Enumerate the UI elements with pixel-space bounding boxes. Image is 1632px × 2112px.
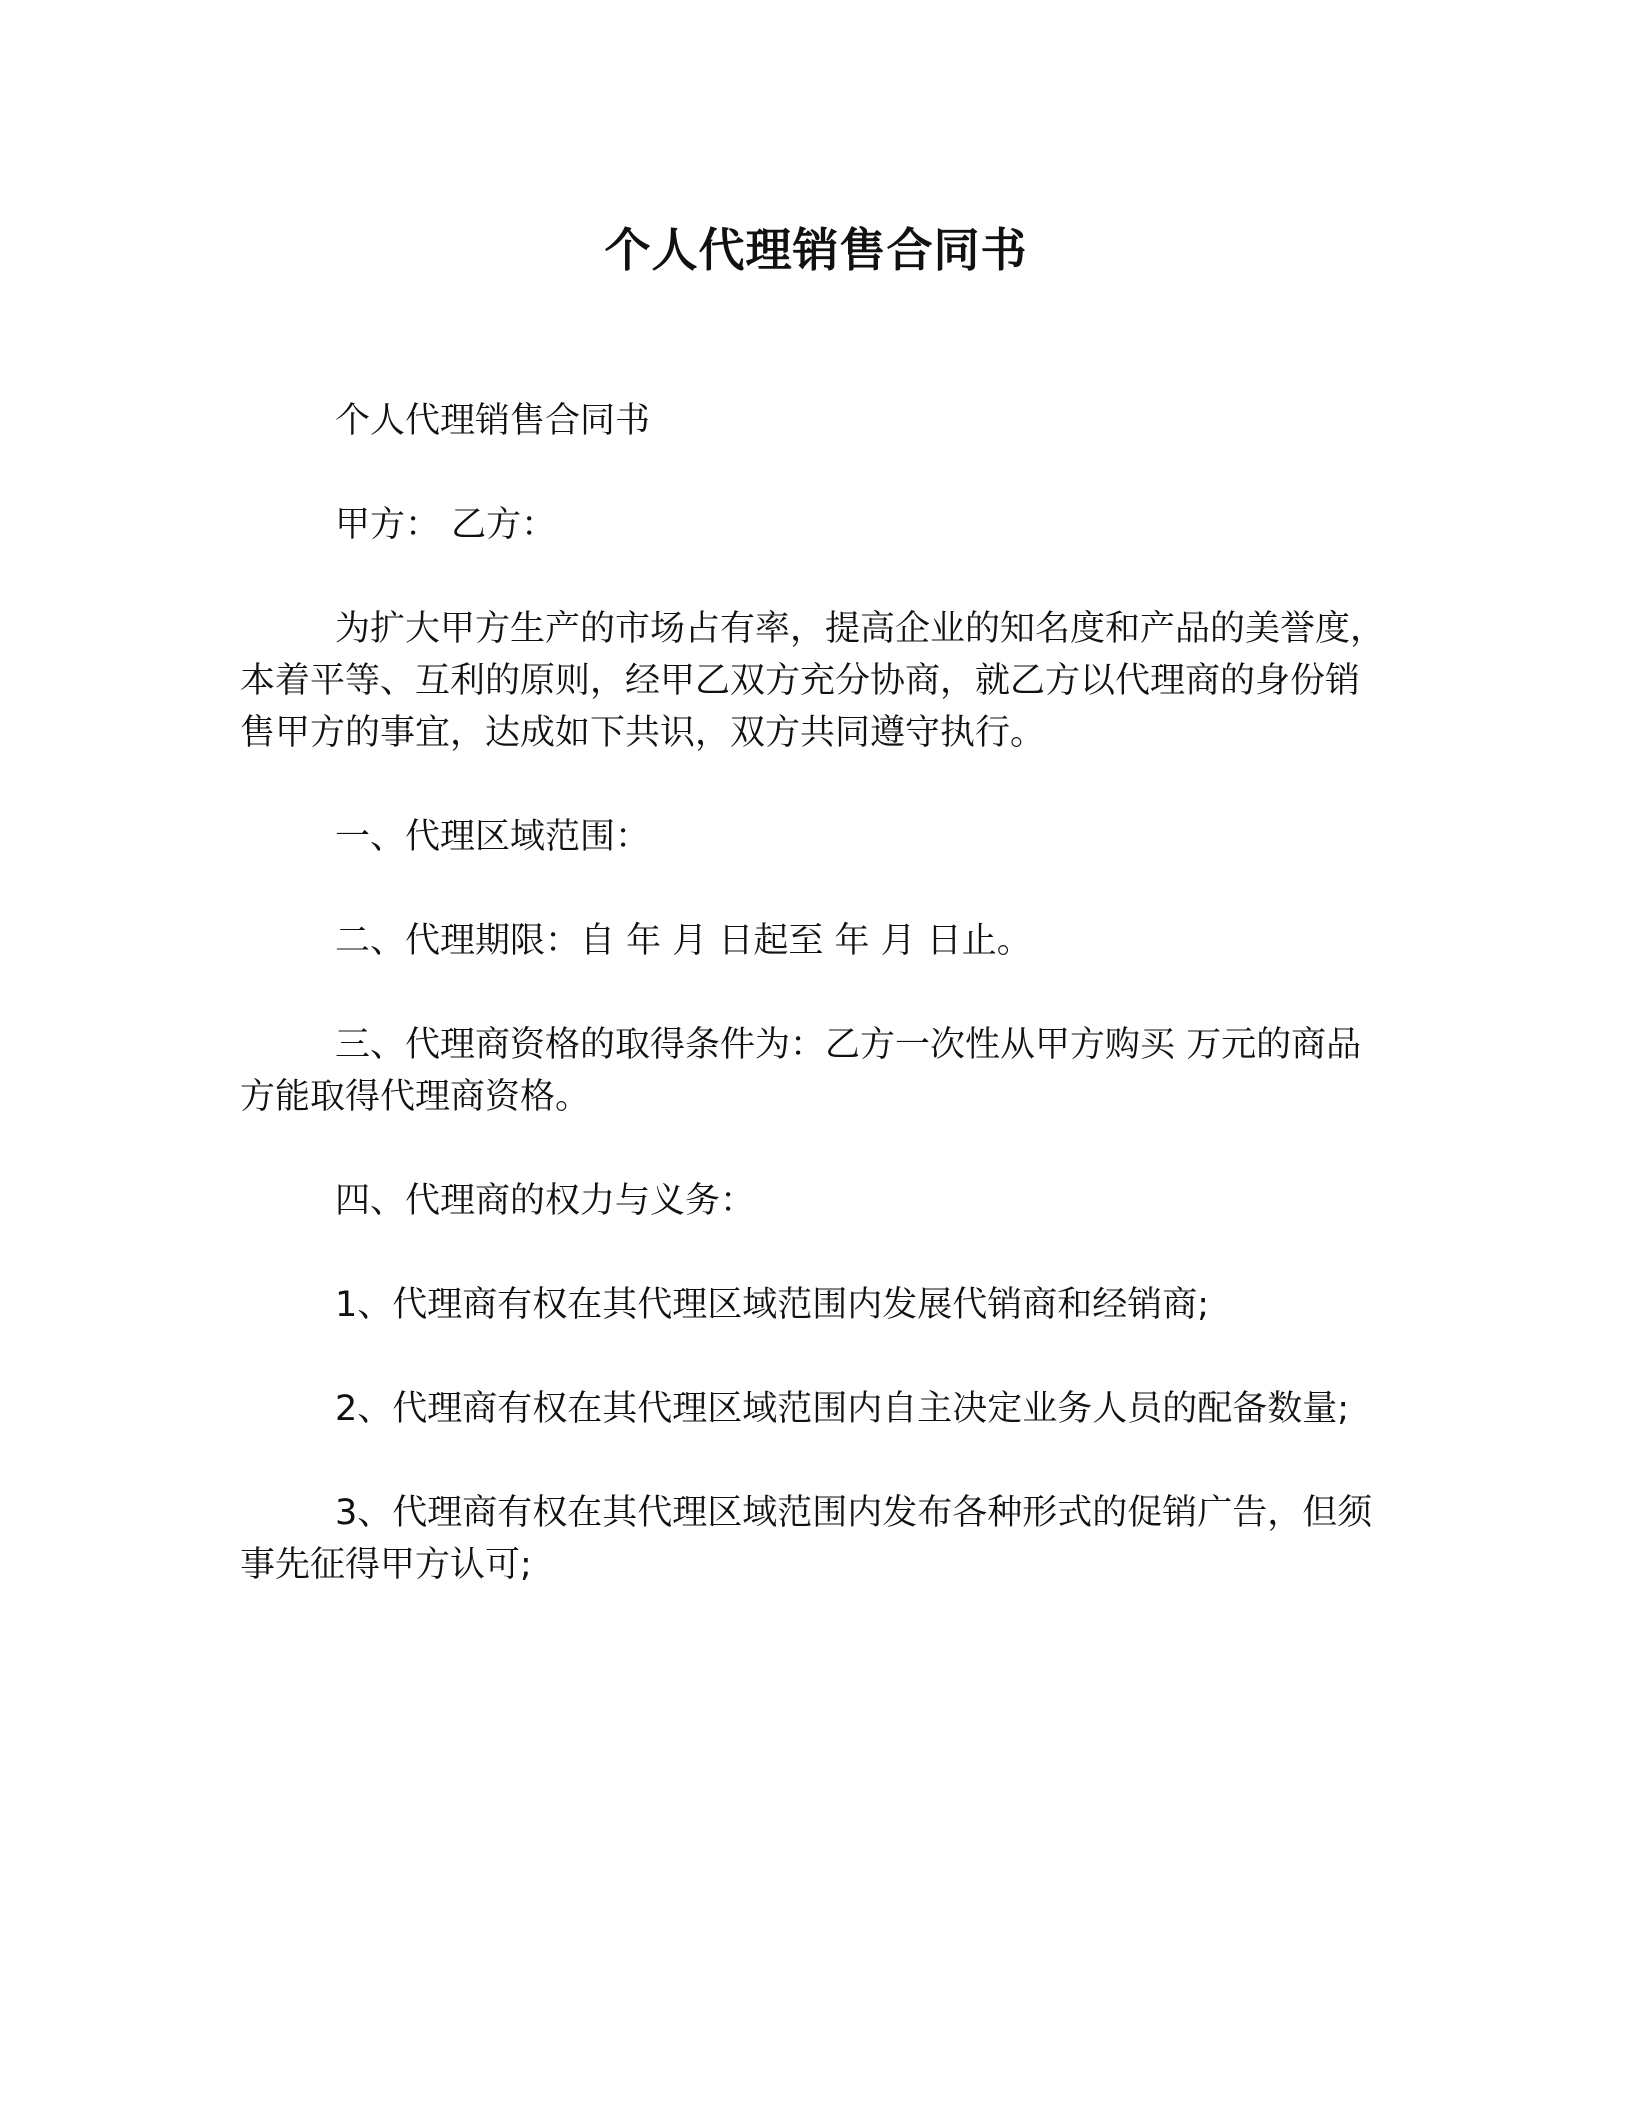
clause-4-rights: 四、代理商的权力与义务： xyxy=(335,1181,756,1221)
clause-2-term: 二、代理期限：自 年 月 日起至 年 月 日止。 xyxy=(335,921,1032,961)
document-body xyxy=(240,395,1390,1643)
clause-1-region: 一、代理区域范围： xyxy=(335,817,651,857)
clause-3-qualification: 三、代理商资格的取得条件为：乙方一次性从甲方购买 万元的商品方能取得代理商资格。 xyxy=(240,1025,1362,1117)
clause-4-item-2: 2、代理商有权在其代理区域范围内自主决定业务人员的配备数量; xyxy=(335,1389,1350,1429)
document-title: 个人代理销售合同书 xyxy=(604,223,1028,277)
paragraph-subtitle: 个人代理销售合同书 xyxy=(335,401,651,441)
paragraph-preamble: 为扩大甲方生产的市场占有率，提高企业的知名度和产品的美誉度，本着平等、互利的原则，经甲乙双方充分协商，就乙方以代理商的身份销售甲方的事宜，达成如下共识，双方共同遵守执行。 xyxy=(240,609,1386,753)
clause-4-item-3: 3、代理商有权在其代理区域范围内发布各种形式的促销广告，但须事先征得甲方认可; xyxy=(240,1493,1373,1585)
clause-4-item-1: 1、代理商有权在其代理区域范围内发展代销商和经销商; xyxy=(335,1285,1210,1325)
paragraph-parties: 甲方： 乙方： xyxy=(335,505,557,545)
